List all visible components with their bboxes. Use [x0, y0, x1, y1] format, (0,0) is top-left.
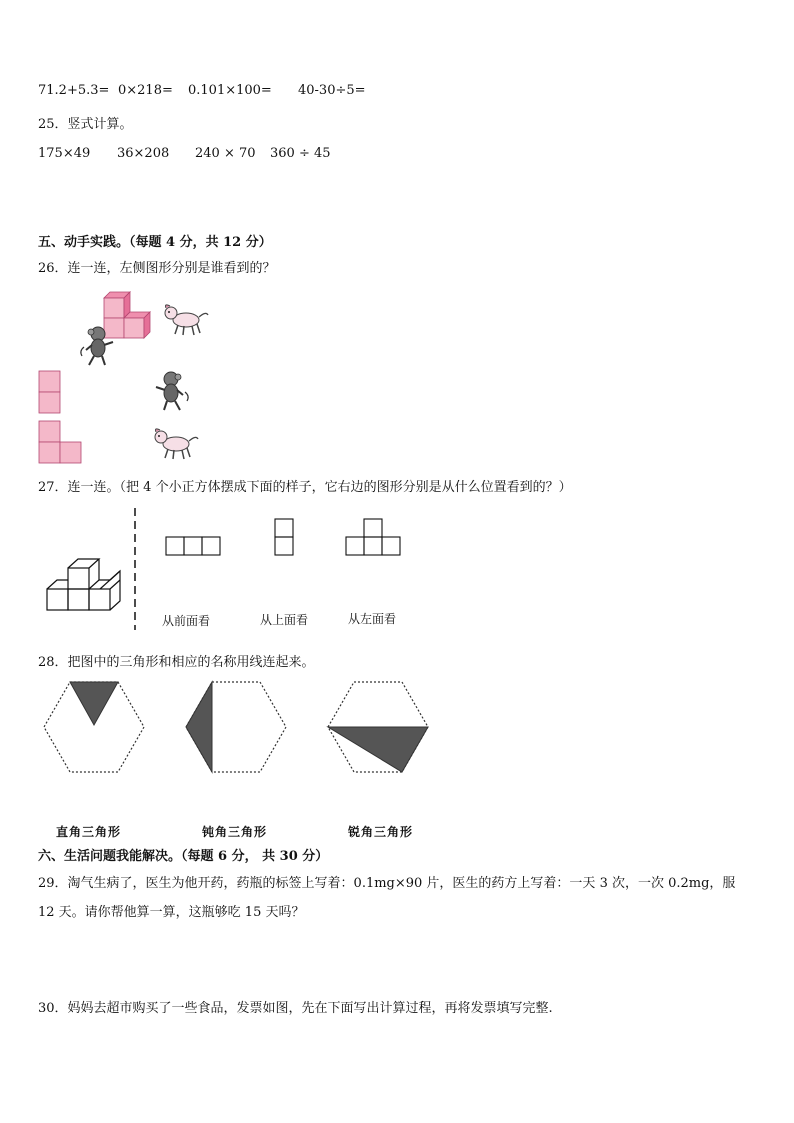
- monkey-icon: [78, 325, 116, 367]
- section-6-heading: 六、生活问题我能解决。（每题 6 分， 共 30 分）: [38, 849, 329, 864]
- dog-icon: [160, 303, 210, 337]
- calc-item-4: 40-30÷5=: [298, 83, 366, 98]
- answer-shape-vertical: [38, 370, 62, 414]
- hexagon-shape-2: [182, 678, 290, 776]
- triangle-label-obtuse: 钝角三角形: [202, 825, 268, 839]
- question-29-line-1: 29．淘气生病了，医生为他开药，药瓶的标签上写着：0.1mg×90 片，医生的药方上写着：一天 3 次，一次 0.2mg，服: [38, 876, 736, 891]
- question-26-title: 26．连一连，左侧图形分别是谁看到的？: [38, 261, 276, 276]
- view-shape-2: [274, 518, 296, 556]
- triangle-label-right: 直角三角形: [56, 825, 122, 839]
- calc-item-1: 71.2+5.3=: [38, 83, 110, 98]
- question-29-line-2: 12 天。请你帮他算一算，这瓶够吃 15 天吗？: [38, 905, 305, 920]
- calc-item-2: 0×218=: [118, 83, 173, 98]
- answer-shape-l: [38, 420, 82, 464]
- dashed-divider: [130, 508, 140, 630]
- view-label-left: 从左面看: [348, 612, 397, 626]
- view-shape-1: [165, 536, 223, 556]
- question-30-title: 30．妈妈去超市购买了一些食品，发票如图，先在下面写出计算过程，再将发票填写完整.: [38, 1001, 553, 1016]
- dog-icon: [150, 427, 200, 461]
- view-label-front: 从前面看: [162, 614, 211, 628]
- vertical-calc-4: 360 ÷ 45: [270, 146, 331, 161]
- calc-item-3: 0.101×100=: [188, 83, 272, 98]
- view-label-top: 从上面看: [260, 613, 309, 627]
- question-28-title: 28．把图中的三角形和相应的名称用线连起来。: [38, 655, 315, 670]
- hexagon-shape-3: [324, 678, 432, 776]
- vertical-calc-3: 240 × 70: [195, 146, 256, 161]
- vertical-calc-1: 175×49: [38, 146, 91, 161]
- question-27-title: 27．连一连。（把 4 个小正方体摆成下面的样子，它右边的图形分别是从什么位置看到的？）: [38, 480, 572, 495]
- section-5-heading: 五、动手实践。（每题 4 分，共 12 分）: [38, 235, 272, 250]
- cube-arrangement-figure: [46, 548, 126, 614]
- hexagon-shape-1: [40, 678, 148, 776]
- vertical-calc-2: 36×208: [117, 146, 170, 161]
- question-25-title: 25．竖式计算。: [38, 117, 133, 132]
- triangle-label-acute: 锐角三角形: [348, 825, 414, 839]
- view-shape-3: [345, 518, 403, 556]
- monkey-icon: [153, 370, 191, 412]
